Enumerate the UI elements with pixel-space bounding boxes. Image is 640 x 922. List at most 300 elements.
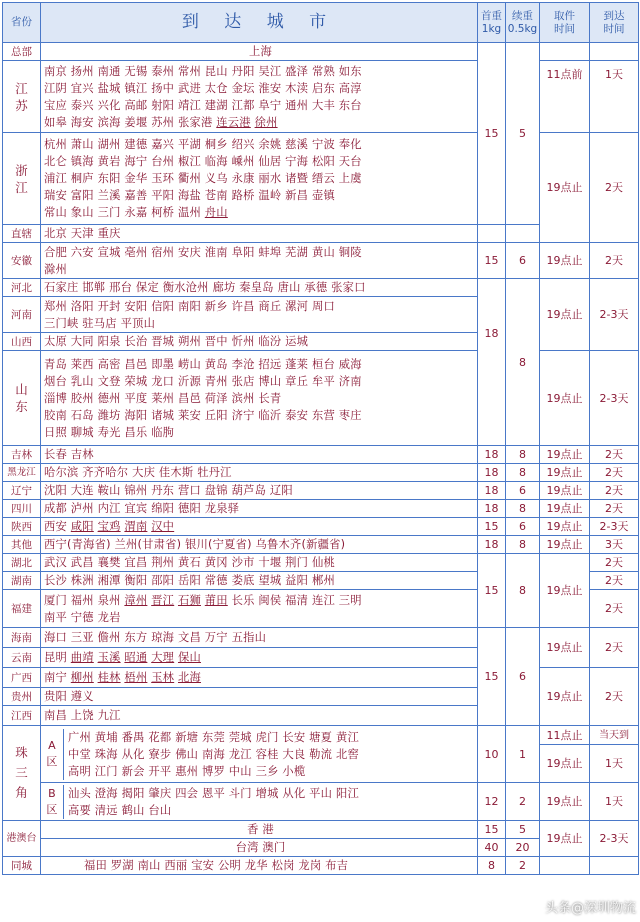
city-list-line	[44, 204, 477, 221]
cities-cell	[41, 536, 478, 554]
city-list-line	[44, 707, 477, 724]
city-name: 遵义	[70, 690, 94, 703]
city-name: 海宁	[124, 155, 148, 168]
city-name: 小榄	[282, 764, 306, 778]
city-name: 射阳	[151, 98, 175, 112]
city-name: 临汾	[258, 335, 282, 348]
table-row	[3, 668, 639, 688]
city-name: 齐齐哈尔	[82, 466, 129, 479]
city-name: 滁州	[44, 262, 67, 276]
table-row	[3, 279, 639, 297]
city-name: 乌鲁木齐(新疆省)	[255, 538, 346, 551]
city-name: 南通	[97, 64, 121, 78]
city-name: 常州	[177, 64, 201, 78]
pickup-cell: 19点止	[540, 554, 590, 628]
city-name: 安阳	[124, 299, 148, 313]
city-name: 营口	[177, 484, 201, 497]
city-name: 福田	[84, 859, 107, 872]
cities-cell	[41, 628, 478, 648]
city-name: 唐山	[277, 281, 301, 294]
arrival-cell: 2天	[590, 464, 639, 482]
city-list-line	[44, 482, 477, 499]
pickup-cell: 19点止	[540, 446, 590, 464]
city-name: 秦皇岛	[239, 281, 274, 294]
city-name: 三亚	[70, 631, 94, 644]
city-name: 姜堰	[124, 115, 148, 129]
city-name: 清远	[94, 803, 118, 817]
city-name: 上饶	[70, 709, 94, 722]
arrival-cell: 2天	[590, 668, 639, 726]
city-name: 琼海	[151, 631, 175, 644]
province-label: 江 苏	[15, 80, 28, 113]
pickup-cell: 19点止	[540, 464, 590, 482]
city-name: 宝鸡	[97, 520, 121, 533]
cities-cell	[41, 821, 478, 839]
city-name: 西宁(青海省)	[44, 538, 111, 551]
first-weight-cell: 10	[478, 726, 506, 783]
zone-a-label: A区	[41, 729, 64, 780]
city-name: 平阳	[151, 189, 175, 202]
city-name: 宣城	[97, 245, 121, 259]
city-name: 龙泉驿	[204, 502, 240, 515]
table-row	[3, 61, 639, 133]
city-name: 周口	[311, 299, 335, 313]
city-name: 宿州	[151, 245, 175, 259]
city-name: 武昌	[70, 556, 94, 569]
province-cell: 四川	[3, 500, 41, 518]
city-list-line	[44, 609, 477, 626]
city-name: 忻州	[231, 335, 255, 348]
city-list-line	[44, 500, 477, 517]
city-name: 昆山	[204, 64, 228, 78]
arrival-cell: 1天	[590, 61, 639, 133]
first-weight-cell: 8	[478, 857, 506, 875]
city-list-line	[44, 170, 477, 187]
city-name: 连江	[311, 593, 335, 607]
city-name: 泰兴	[70, 98, 94, 112]
city-name: 邯郸	[82, 281, 106, 294]
city-name: 西安	[44, 520, 67, 533]
cities-cell	[41, 446, 478, 464]
city-name: 保定	[135, 281, 159, 294]
cities-cell	[41, 783, 478, 821]
city-name: 通州	[285, 98, 309, 112]
city-name: 奉化	[338, 138, 362, 151]
city-name: 长治	[124, 335, 148, 348]
city-name: 龙口	[151, 374, 175, 388]
city-name: 泉州	[97, 593, 121, 607]
city-name: 兰州(甘肃省)	[114, 538, 182, 551]
province-label: 珠 三 角	[15, 745, 28, 800]
city-name: 淮南	[204, 245, 228, 259]
cities-cell	[41, 225, 478, 243]
city-name: 五指山	[231, 631, 267, 644]
city-name: 丹东	[151, 484, 175, 497]
city-name: 渭南	[124, 520, 148, 533]
city-name: 宁波	[311, 138, 335, 151]
city-name: 广州	[68, 730, 91, 744]
city-name: 莞城	[228, 730, 252, 744]
city-name: 嘉善	[124, 189, 148, 202]
city-name: 阜阳	[231, 245, 255, 259]
city-name: 平山	[309, 786, 333, 800]
city-name: 胶南	[44, 408, 67, 422]
city-name: 吴江	[258, 64, 282, 78]
table-row	[3, 783, 639, 802]
city-name: 桓台	[311, 357, 335, 371]
pickup-cell: 19点止	[540, 783, 590, 821]
city-name: 娄底	[231, 574, 255, 587]
city-name: 建德	[124, 138, 148, 151]
city-name: 烟台	[44, 374, 67, 388]
arrival-cell	[590, 43, 639, 61]
city-name: 建湖	[204, 98, 228, 112]
city-name: 枣庄	[338, 408, 362, 422]
province-cell: 山西	[3, 333, 41, 351]
first-weight-cell	[478, 225, 506, 243]
city-name: 宝安	[191, 859, 215, 872]
city-name: 曲靖	[70, 651, 94, 664]
city-name: 湘潭	[97, 574, 121, 587]
city-name: 龙岩	[97, 610, 121, 624]
additional-weight-cell: 8	[506, 279, 540, 446]
province-cell: 贵州	[3, 688, 41, 706]
pickup-cell: 19点止	[540, 500, 590, 518]
city-name: 衢州	[177, 172, 201, 185]
city-name: 大连	[70, 484, 94, 497]
arrival-cell: 1天	[590, 783, 639, 821]
city-name: 黄岛	[204, 357, 228, 371]
city-name: 佳木斯	[158, 466, 194, 479]
city-name: 廊坊	[212, 281, 236, 294]
first-weight-cell: 15	[478, 821, 506, 839]
city-name: 青岛	[44, 357, 67, 371]
city-name: 平度	[124, 391, 148, 405]
city-name: 邵阳	[151, 574, 175, 587]
city-name: 沈阳	[44, 484, 67, 497]
province-cell	[3, 61, 41, 133]
city-name: 富阳	[70, 189, 94, 202]
city-name: 莱西	[70, 357, 94, 371]
city-name: 慈溪	[285, 138, 309, 151]
pickup-cell: 19点止	[540, 668, 590, 726]
cities-cell	[41, 61, 478, 133]
city-name: 蓬莱	[285, 357, 309, 371]
arrival-cell: 2天	[590, 554, 639, 572]
city-list-line	[44, 592, 477, 609]
first-weight-cell: 15	[478, 554, 506, 628]
city-list-line	[44, 136, 477, 153]
city-list-line	[44, 356, 477, 373]
city-name: 扬州	[70, 64, 94, 78]
province-cell: 山 东	[3, 351, 41, 446]
city-name: 缙云	[311, 172, 335, 185]
province-header: 省份	[3, 3, 41, 43]
cities-cell	[41, 706, 478, 726]
city-name: 博罗	[201, 764, 225, 778]
city-name: 寿光	[97, 425, 121, 439]
table-row	[3, 554, 639, 572]
city-name: 东阳	[97, 172, 121, 185]
city-name: 荷泽	[204, 391, 228, 405]
city-name: 东方	[124, 631, 148, 644]
province-cell: 直辖	[3, 225, 41, 243]
province-cell	[3, 726, 41, 821]
city-name: 玉溪	[97, 651, 121, 664]
province-cell: 辽宁	[3, 482, 41, 500]
province-cell: 河南	[3, 297, 41, 333]
city-name: 斗门	[228, 786, 252, 800]
additional-weight-cell: 8	[506, 464, 540, 482]
city-list-line	[68, 763, 359, 780]
city-name: 长乐	[231, 593, 255, 607]
province-cell: 总部	[3, 43, 41, 61]
city-name: 南山	[137, 859, 161, 872]
city-name: 重庆	[97, 227, 121, 240]
city-name: 松岗	[271, 859, 295, 872]
city-name: 金华	[124, 172, 148, 185]
city-name: 永嘉	[124, 206, 148, 219]
city-list-line	[68, 729, 359, 746]
city-name: 江阴	[44, 81, 67, 95]
city-name: 沂源	[177, 374, 201, 388]
province-cell: 安徽	[3, 243, 41, 279]
arrival-cell: 2天	[590, 482, 639, 500]
city-name: 柳州	[70, 671, 94, 684]
city-name: 柯桥	[151, 206, 175, 219]
city-name: 木渎	[285, 81, 309, 95]
city-name: 江都	[231, 98, 255, 112]
city-list-line	[44, 857, 477, 874]
table-row	[3, 351, 639, 446]
city-name: 海安	[70, 115, 94, 129]
city-name: 高密	[97, 357, 121, 371]
city-name: 荆门	[285, 556, 309, 569]
city-name: 海盐	[177, 189, 201, 202]
city-name: 内江	[97, 502, 121, 515]
city-name: 滨州	[231, 391, 255, 405]
city-name: 龙江	[228, 747, 252, 761]
city-name: 大同	[70, 335, 94, 348]
city-name: 虎门	[255, 730, 279, 744]
cities-cell	[41, 857, 478, 875]
city-name: 李沧	[231, 357, 255, 371]
province-cell: 港澳台	[3, 821, 41, 857]
pickup-cell: 19点止	[540, 482, 590, 500]
province-cell: 其他	[3, 536, 41, 554]
city-name: 郑州	[44, 299, 67, 313]
city-name: 招远	[258, 357, 282, 371]
city-name: 六安	[70, 245, 94, 259]
city-name: 东台	[338, 98, 362, 112]
cities-cell	[41, 668, 478, 688]
city-name: 望城	[258, 574, 282, 587]
city-name: 博山	[258, 374, 282, 388]
city-name: 扬中	[151, 81, 175, 95]
city-name: 如皋	[44, 115, 67, 129]
city-name: 兰溪	[97, 189, 121, 202]
city-name: 信阳	[151, 299, 175, 313]
city-name: 许昌	[231, 299, 255, 313]
city-list-line	[44, 97, 477, 114]
city-name: 衡阳	[124, 574, 148, 587]
city-name: 潍坊	[97, 408, 121, 422]
city-list-line	[44, 153, 477, 170]
table-row	[3, 243, 639, 279]
city-name: 嵊州	[231, 155, 255, 168]
arrival-cell: 2天	[590, 243, 639, 279]
pickup-cell: 19点止	[540, 745, 590, 783]
city-name: 温岭	[258, 189, 282, 202]
city-name: 江门	[94, 764, 118, 778]
city-list-line	[44, 80, 477, 97]
city-name: 余姚	[258, 138, 282, 151]
cities-cell	[41, 297, 478, 333]
city-name: 胶州	[70, 391, 94, 405]
city-name: 舟山	[204, 206, 228, 219]
city-name: 太仓	[204, 81, 228, 95]
city-name: 乳山	[70, 374, 94, 388]
additional-weight-cell: 6	[506, 518, 540, 536]
city-name: 武汉	[44, 556, 67, 569]
city-name: 张家口	[331, 281, 366, 294]
city-name: 仙桃	[311, 556, 335, 569]
city-name: 苍南	[204, 189, 228, 202]
table-row	[3, 43, 639, 61]
city-name: 从化	[121, 747, 145, 761]
city-name: 临海	[204, 155, 228, 168]
city-name: 台州	[151, 155, 175, 168]
arrival-cell: 2天	[590, 590, 639, 628]
city-name: 兴化	[97, 98, 121, 112]
city-name: 牟平	[311, 374, 335, 388]
table-row	[3, 726, 639, 745]
city-name: 万宁	[204, 631, 228, 644]
city-list-line	[44, 629, 477, 646]
city-name: 贵阳	[44, 690, 67, 703]
city-name: 宜宾	[124, 502, 148, 515]
city-name: 安庆	[177, 245, 201, 259]
province-cell	[3, 133, 41, 225]
city-name: 福清	[285, 593, 309, 607]
arrival-cell: 2天	[590, 446, 639, 464]
city-name: 象山	[70, 206, 94, 219]
city-name: 阜宁	[258, 98, 282, 112]
arrival-cell: 2-3天	[590, 351, 639, 446]
city-name: 晋江	[151, 593, 175, 607]
cities-header: 到 达 城 市	[41, 3, 478, 43]
city-list-line	[68, 785, 359, 802]
city-name: 勒流	[309, 747, 333, 761]
cities-cell	[41, 518, 478, 536]
city-name: 丹阳	[231, 64, 255, 78]
city-name: 新昌	[285, 189, 309, 202]
city-name: 新乡	[204, 299, 228, 313]
city-name: 宜兴	[70, 81, 94, 95]
city-name: 儋州	[97, 631, 121, 644]
city-name: 东营	[311, 408, 335, 422]
pickup-cell: 19点止	[540, 279, 590, 351]
city-name: 南宁	[44, 671, 67, 684]
arrival-cell: 2-3天	[590, 279, 639, 351]
city-name: 温州	[177, 206, 201, 219]
city-name: 四会	[175, 786, 199, 800]
city-name: 寮步	[148, 747, 172, 761]
city-name: 西丽	[164, 859, 188, 872]
city-name: 平湖	[177, 138, 201, 151]
city-name: 太原	[44, 335, 67, 348]
city-name: 靖江	[177, 98, 201, 112]
additional-weight-cell: 8	[506, 446, 540, 464]
city-name: 衡水沧州	[162, 281, 209, 294]
city-name: 襄樊	[97, 556, 121, 569]
city-name: 番禺	[121, 730, 145, 744]
city-name: 驻马店	[82, 316, 117, 330]
city-name: 桐庐	[70, 172, 94, 185]
shipping-rate-table	[2, 2, 639, 875]
city-name: 从化	[282, 786, 306, 800]
cities-cell	[41, 688, 478, 706]
city-name: 北海	[177, 671, 201, 684]
city-name: 诸暨	[285, 172, 309, 185]
city-name: 蚌埠	[258, 245, 282, 259]
city-name: 荣城	[124, 374, 148, 388]
arrival-cell: 2天	[590, 628, 639, 668]
city-name: 大理	[151, 651, 175, 664]
city-name: 高明	[68, 764, 91, 778]
city-name: 株洲	[70, 574, 94, 587]
table-row	[3, 857, 639, 875]
city-name: 开封	[97, 299, 121, 313]
city-name: 高要	[68, 803, 91, 817]
city-name: 桐乡	[204, 138, 228, 151]
city-list-line	[44, 536, 477, 553]
cities-cell	[41, 243, 478, 279]
city-name: 肇庆	[148, 786, 172, 800]
city-list-line	[44, 518, 477, 535]
city-name: 中堂	[68, 747, 91, 761]
city-name: 阳江	[335, 786, 359, 800]
city-name: 花都	[148, 730, 172, 744]
city-name: 龙岗	[298, 859, 322, 872]
city-name: 长春	[44, 448, 67, 461]
city-name: 绵阳	[151, 502, 175, 515]
city-name: 漯河	[285, 299, 309, 313]
additional-weight-cell: 1	[506, 726, 540, 783]
city-name: 亳州	[124, 245, 148, 259]
table-row	[3, 500, 639, 518]
province-cell: 吉林	[3, 446, 41, 464]
city-name: 常熟	[311, 64, 335, 78]
city-name: 泸州	[70, 502, 94, 515]
first-weight-cell: 40	[478, 839, 506, 857]
city-name: 布吉	[325, 859, 349, 872]
city-name: 玉环	[151, 172, 175, 185]
city-name: 长沙	[44, 574, 67, 587]
city-list-line: 上海	[249, 45, 272, 58]
city-name: 宜昌	[124, 556, 148, 569]
city-name: 济南	[338, 374, 362, 388]
zone-b-label: B区	[41, 785, 64, 819]
city-name: 淮安	[258, 81, 282, 95]
first-weight-cell: 18	[478, 464, 506, 482]
city-name: 揭阳	[121, 786, 145, 800]
additional-weight-cell: 20	[506, 839, 540, 857]
city-name: 昌邑	[177, 391, 201, 405]
city-name: 中山	[228, 764, 252, 778]
city-name: 大良	[282, 747, 306, 761]
arrival-time-header: 到达 时间	[590, 3, 639, 43]
